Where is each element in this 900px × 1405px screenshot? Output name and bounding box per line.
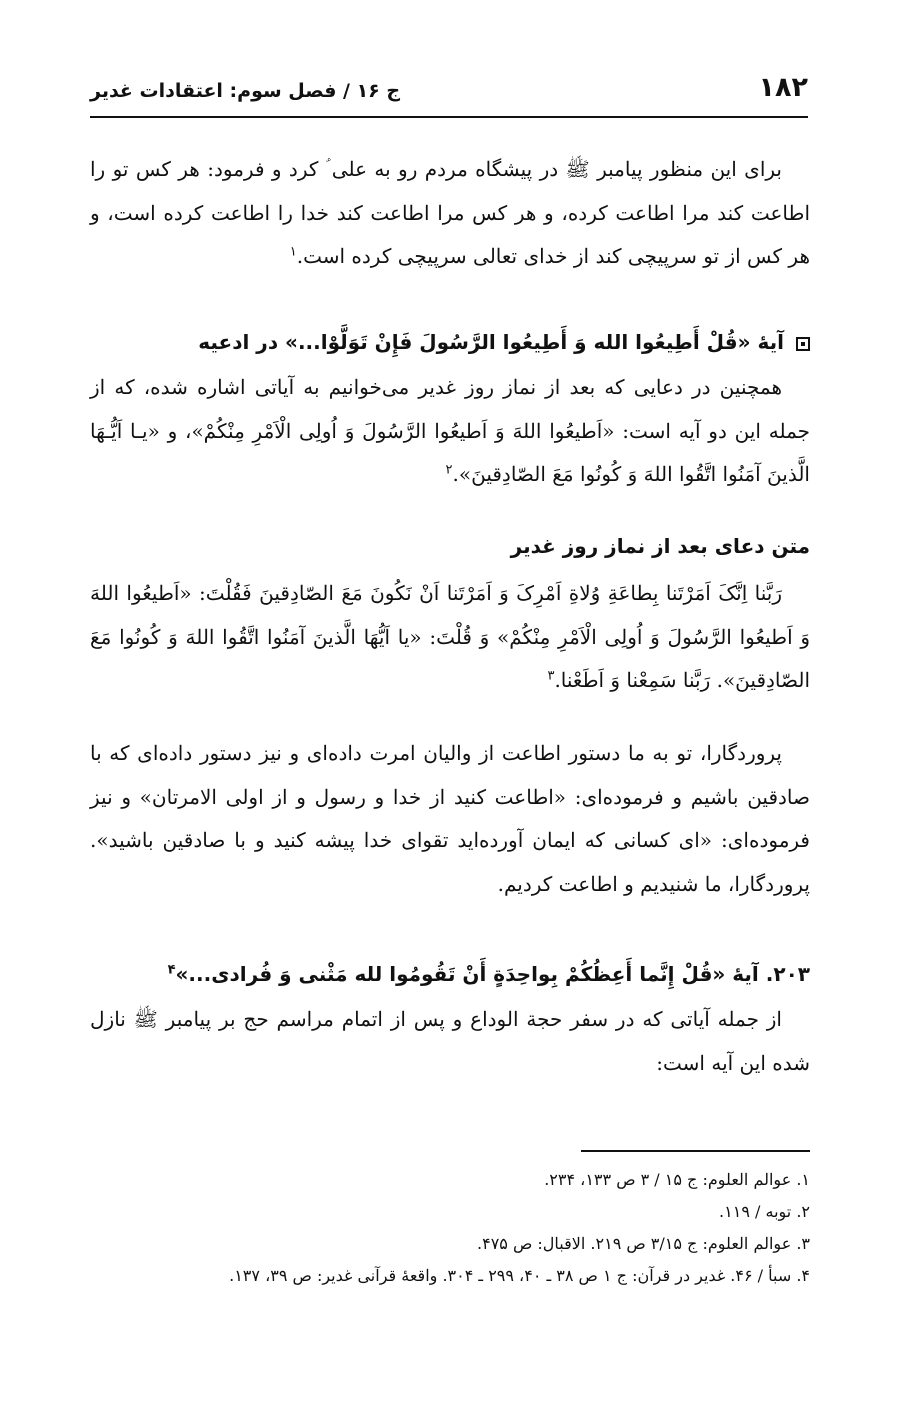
paragraph-1-text: برای این منظور پیامبر ﷺ در پیشگاه مردم رو به علی ؑ کرد و فرمود: هر کس تو را اطاعت کند مرا اطاعت کرده، و هر کس مرا اطاعت کند خدا را اطاعت کرده است، و هر کس از تو سرپیچی کند از خدای تعالی سرپیچی کرده است. bbox=[90, 157, 810, 268]
prayer-text: رَبَّنا اِنَّکَ اَمَرْتَنا بِطاعَةِ وُلاةِ اَمْرِکَ وَ اَمَرْتَنا اَنْ نَکُونَ مَعَ الصّادِقینَ فَقُلْتَ: «اَطیعُوا اللهَ وَ اَطیعُوا الرَّسُولَ وَ اُولِی الْاَمْرِ مِنْکُمْ» وَ قُلْتَ: «یا اَیُّهَا الَّذینَ آمَنُوا اتَّقُوا اللهَ وَ کُونُوا مَعَ الصّادِقینَ». رَبَّنا سَمِعْنا وَ اَطَعْنا. bbox=[90, 581, 810, 692]
paragraph-3 bbox=[90, 998, 810, 1085]
square-bullet-icon bbox=[796, 337, 810, 351]
section-2-number: ۲۰۳. bbox=[765, 962, 810, 986]
footnote-ref-3: ۳ bbox=[547, 668, 555, 684]
footnote-divider bbox=[581, 1150, 810, 1152]
prayer-subheading: متن دعای بعد از نماز روز غدیر bbox=[510, 534, 810, 558]
section-2-heading-text: آیهٔ «قُلْ إِنَّما أَعِظُکُمْ بِواحِدَةٍ أَنْ تَقُومُوا لله مَثْنی وَ فُرادی...» bbox=[175, 962, 759, 986]
footnote-3: ۳. عوالم العلوم: ج ۳/۱۵ ص ۲۱۹. الاقبال: ص ۴۷۵. bbox=[477, 1234, 810, 1253]
running-title: ج ۱۶ / فصل سوم: اعتقادات غدیر bbox=[90, 80, 401, 102]
footnote-4: ۴. سبأ / ۴۶. غدیر در قرآن: ج ۱ ص ۳۸ ـ ۴۰، ۲۹۹ ـ ۳۰۴. واقعهٔ قرآنی غدیر: ص ۳۹، ۱۳۷. bbox=[229, 1266, 810, 1285]
paragraph-2 bbox=[90, 366, 810, 497]
prayer-text-block bbox=[90, 572, 810, 703]
footnote-ref-2: ۲ bbox=[445, 462, 453, 478]
footnote-ref-1: ۱ bbox=[289, 244, 297, 260]
translation-text: پروردگارا، تو به ما دستور اطاعت از والیان امرت داده‌ای و نیز دستور داده‌ای که با صادقین باشیم و فرموده‌ای: «اطاعت کنید از خدا و رسول و از اولی الامرتان» و نیز فرموده‌ای: «ای کسانی که ایمان آورده‌اید تقوای خدا پیشه کنید و با صادقین باشید». پروردگارا، ما شنیدیم و اطاعت کردیم. bbox=[90, 741, 810, 896]
paragraph-3-text: از جمله آیاتی که در سفر حجة الوداع و پس از اتمام مراسم حج بر پیامبر ﷺ نازل شده این آیه است: bbox=[90, 1007, 810, 1075]
page-number: ۱۸۲ bbox=[758, 72, 808, 103]
paragraph-1 bbox=[90, 148, 810, 279]
subheading-block bbox=[90, 528, 810, 564]
footnote-1: ۱. عوالم العلوم: ج ۱۵ / ۳ ص ۱۳۳، ۲۳۴. bbox=[544, 1170, 810, 1189]
translation-block bbox=[90, 732, 810, 906]
section-1-heading-text: آیهٔ «قُلْ أَطِیعُوا الله وَ أَطِیعُوا الرَّسُولَ فَإِنْ تَوَلَّوْا...» در ادعیه bbox=[198, 330, 784, 354]
section-1-heading bbox=[90, 324, 810, 360]
paragraph-2-text: همچنین در دعایی که بعد از نماز روز غدیر می‌خوانیم به آیاتی اشاره شده، که از جمله این دو آیه است: «اَطیعُوا اللهَ وَ اَطیعُوا الرَّسُولَ وَ اُولِی الْاَمْرِ مِنْکُمْ»، و «یـا اَیُّـهَا الَّذینَ آمَنُوا اتَّقُوا اللهَ وَ کُونُوا مَعَ الصّادِقینَ». bbox=[90, 375, 810, 486]
section-2-heading bbox=[90, 956, 810, 992]
footnote-2: ۲. توبه / ۱۱۹. bbox=[719, 1202, 810, 1221]
footnotes bbox=[90, 1164, 810, 1292]
footnote-ref-4: ۴ bbox=[167, 962, 176, 978]
page-header bbox=[90, 66, 808, 118]
